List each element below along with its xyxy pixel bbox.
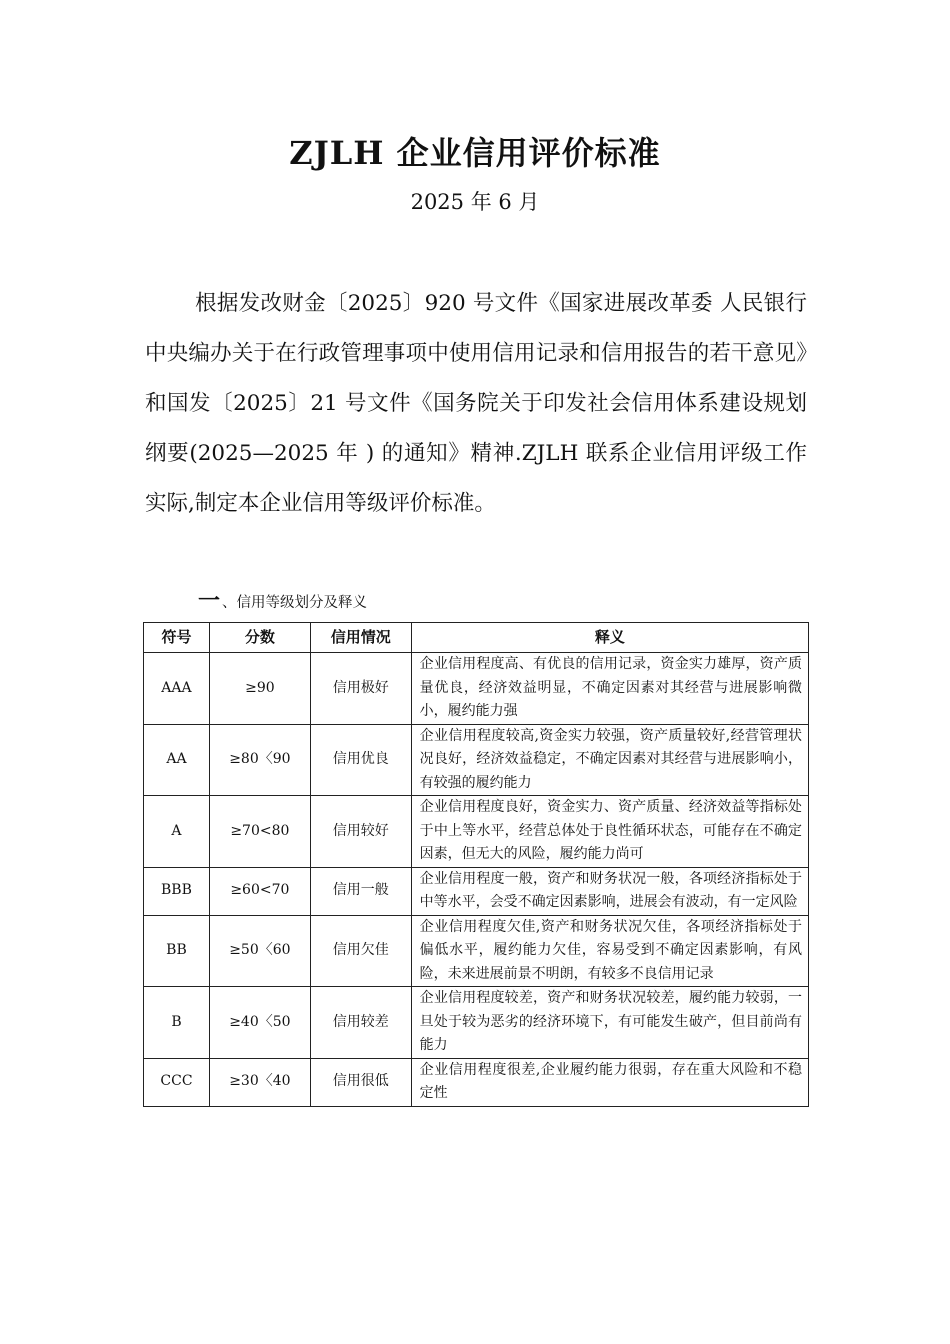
cell-score: ≥30〈40: [209, 1058, 310, 1106]
section-number: 一: [198, 588, 221, 614]
credit-rating-table: [143, 622, 809, 1107]
table-row: [144, 653, 809, 725]
cell-symbol: BB: [144, 915, 210, 987]
cell-meaning: 企业信用程度良好，资金实力、资产质量、经济效益等指标处于中上等水平，经营总体处于良性循环状态，可能存在不确定因素，但无大的风险，履约能力尚可: [411, 796, 808, 868]
table-row: [144, 867, 809, 915]
cell-symbol: AA: [144, 724, 210, 796]
cell-meaning: 企业信用程度较差，资产和财务状况较差，履约能力较弱，一旦处于较为恶劣的经济环境下，有可能发生破产，但目前尚有能力: [411, 987, 808, 1059]
cell-status: 信用欠佳: [310, 915, 411, 987]
cell-score: ≥40〈50: [209, 987, 310, 1059]
header-score: 分数: [209, 623, 310, 653]
cell-status: 信用较好: [310, 796, 411, 868]
section-title: 、信用等级划分及释义: [222, 594, 368, 611]
table-row: [144, 987, 809, 1059]
table-row: [144, 915, 809, 987]
intro-paragraph: 根据发改财金〔2025〕920 号文件《国家进展改革委 人民银行 中央编办关于在行政管理事项中使用信用记录和信用报告的若干意见》和国发〔2025〕21 号文件《国务院关于印发社会信用体系建设规划纲要(2025—2025 年 ) 的通知》精神.ZJLH 联系企业信用评级工作实际,制定本企业信用等级评价标准。: [145, 291, 807, 516]
document-title: ZJLH 企业信用评价标准: [289, 134, 661, 172]
cell-meaning: 企业信用程度一般，资产和财务状况一般，各项经济指标处于中等水平，会受不确定因素影响，进展会有波动，有一定风险: [411, 867, 808, 915]
cell-symbol: A: [144, 796, 210, 868]
cell-symbol: BBB: [144, 867, 210, 915]
header-status: 信用情况: [310, 623, 411, 653]
cell-meaning: 企业信用程度欠佳,资产和财务状况欠佳，各项经济指标处于偏低水平，履约能力欠佳，容易受到不确定因素影响，有风险，未来进展前景不明朗，有较多不良信用记录: [411, 915, 808, 987]
cell-meaning: 企业信用程度很差,企业履约能力很弱，存在重大风险和不稳定性: [411, 1058, 808, 1106]
cell-meaning: 企业信用程度较高,资金实力较强，资产质量较好,经营管理状况良好，经济效益稳定，不确定因素对其经营与进展影响小，有较强的履约能力: [411, 724, 808, 796]
header-meaning: 释义: [411, 623, 808, 653]
table-header-row: [144, 623, 809, 653]
cell-status: 信用一般: [310, 867, 411, 915]
table-row: [144, 1058, 809, 1106]
cell-score: ≥50〈60: [209, 915, 310, 987]
cell-status: 信用极好: [310, 653, 411, 725]
cell-score: ≥60<70: [209, 867, 310, 915]
cell-symbol: B: [144, 987, 210, 1059]
section-heading: [198, 590, 367, 612]
cell-status: 信用很低: [310, 1058, 411, 1106]
cell-status: 信用较差: [310, 987, 411, 1059]
cell-symbol: AAA: [144, 653, 210, 725]
cell-score: ≥70<80: [209, 796, 310, 868]
table-row: [144, 724, 809, 796]
table-row: [144, 796, 809, 868]
cell-meaning: 企业信用程度高、有优良的信用记录，资金实力雄厚，资产质量优良，经济效益明显，不确定因素对其经营与进展影响微小，履约能力强: [411, 653, 808, 725]
header-symbol: 符号: [144, 623, 210, 653]
cell-symbol: CCC: [144, 1058, 210, 1106]
cell-score: ≥90: [209, 653, 310, 725]
cell-status: 信用优良: [310, 724, 411, 796]
document-date: 2025 年 6 月: [410, 190, 540, 214]
cell-score: ≥80〈90: [209, 724, 310, 796]
